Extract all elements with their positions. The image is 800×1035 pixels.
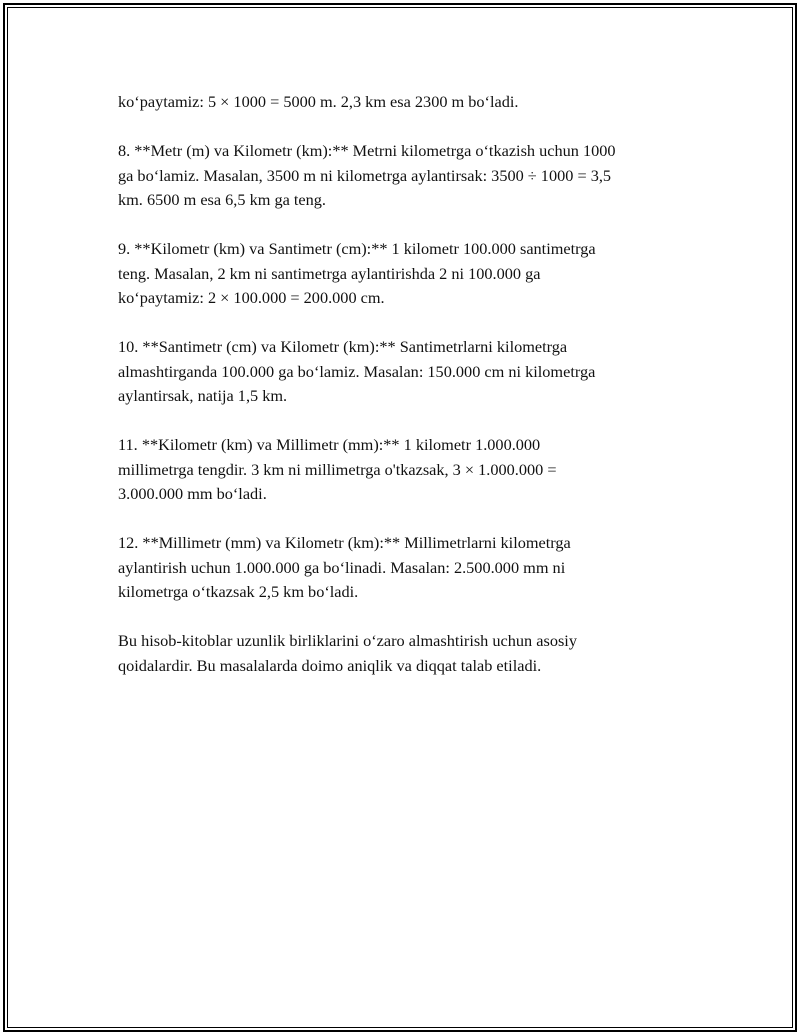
text-line: 12. **Millimetr (mm) va Kilometr (km):** Millimetrlarni kilometrga [118,533,571,552]
document-body [118,90,698,703]
paragraph-item-10 [118,335,698,409]
text-line: aylantirsak, natija 1,5 km. [118,386,288,405]
text-line: 9. **Kilometr (km) va Santimetr (cm):** 1 kilometr 100.000 santimetrga [118,239,596,258]
text-line: almashtirganda 100.000 ga bo‘lamiz. Masalan: 150.000 cm ni kilometrga [118,361,596,381]
text-line: aylantirish uchun 1.000.000 ga bo‘linadi. Masalan: 2.500.000 mm ni [118,557,566,577]
text-line: km. 6500 m esa 6,5 km ga teng. [118,190,327,209]
text-line: ko‘paytamiz: 5 × 1000 = 5000 m. 2,3 km esa 2300 m bo‘ladi. [118,92,519,111]
text-line: millimetrga tengdir. 3 km ni millimetrga o'tkazsak, 3 × 1.000.000 = [118,459,557,479]
paragraph-conclusion [118,629,698,678]
text-line: teng. Masalan, 2 km ni santimetrga aylantirishda 2 ni 100.000 ga [118,263,541,283]
text-line: 3.000.000 mm bo‘ladi. [118,484,267,503]
text-line: kilometrga o‘tkazsak 2,5 km bo‘ladi. [118,582,359,601]
text-line: 8. **Metr (m) va Kilometr (km):** Metrni kilometrga o‘tkazish uchun 1000 [118,141,616,160]
paragraph-item-12 [118,531,698,605]
text-line: Bu hisob-kitoblar uzunlik birliklarini o‘zaro almashtirish uchun asosiy [118,631,577,650]
paragraph-item-9 [118,237,698,311]
paragraph-item-11 [118,433,698,507]
text-line: qoidalardir. Bu masalalarda doimo aniqlik va diqqat talab etiladi. [118,655,542,675]
paragraph-item-8 [118,139,698,213]
text-line: ga bo‘lamiz. Masalan, 3500 m ni kilometrga aylantirsak: 3500 ÷ 1000 = 3,5 [118,165,612,185]
text-line: ko‘paytamiz: 2 × 100.000 = 200.000 cm. [118,288,385,307]
paragraph-continuation [118,90,698,115]
text-line: 10. **Santimetr (cm) va Kilometr (km):** Santimetrlarni kilometrga [118,337,568,356]
text-line: 11. **Kilometr (km) va Millimetr (mm):** 1 kilometr 1.000.000 [118,435,541,454]
